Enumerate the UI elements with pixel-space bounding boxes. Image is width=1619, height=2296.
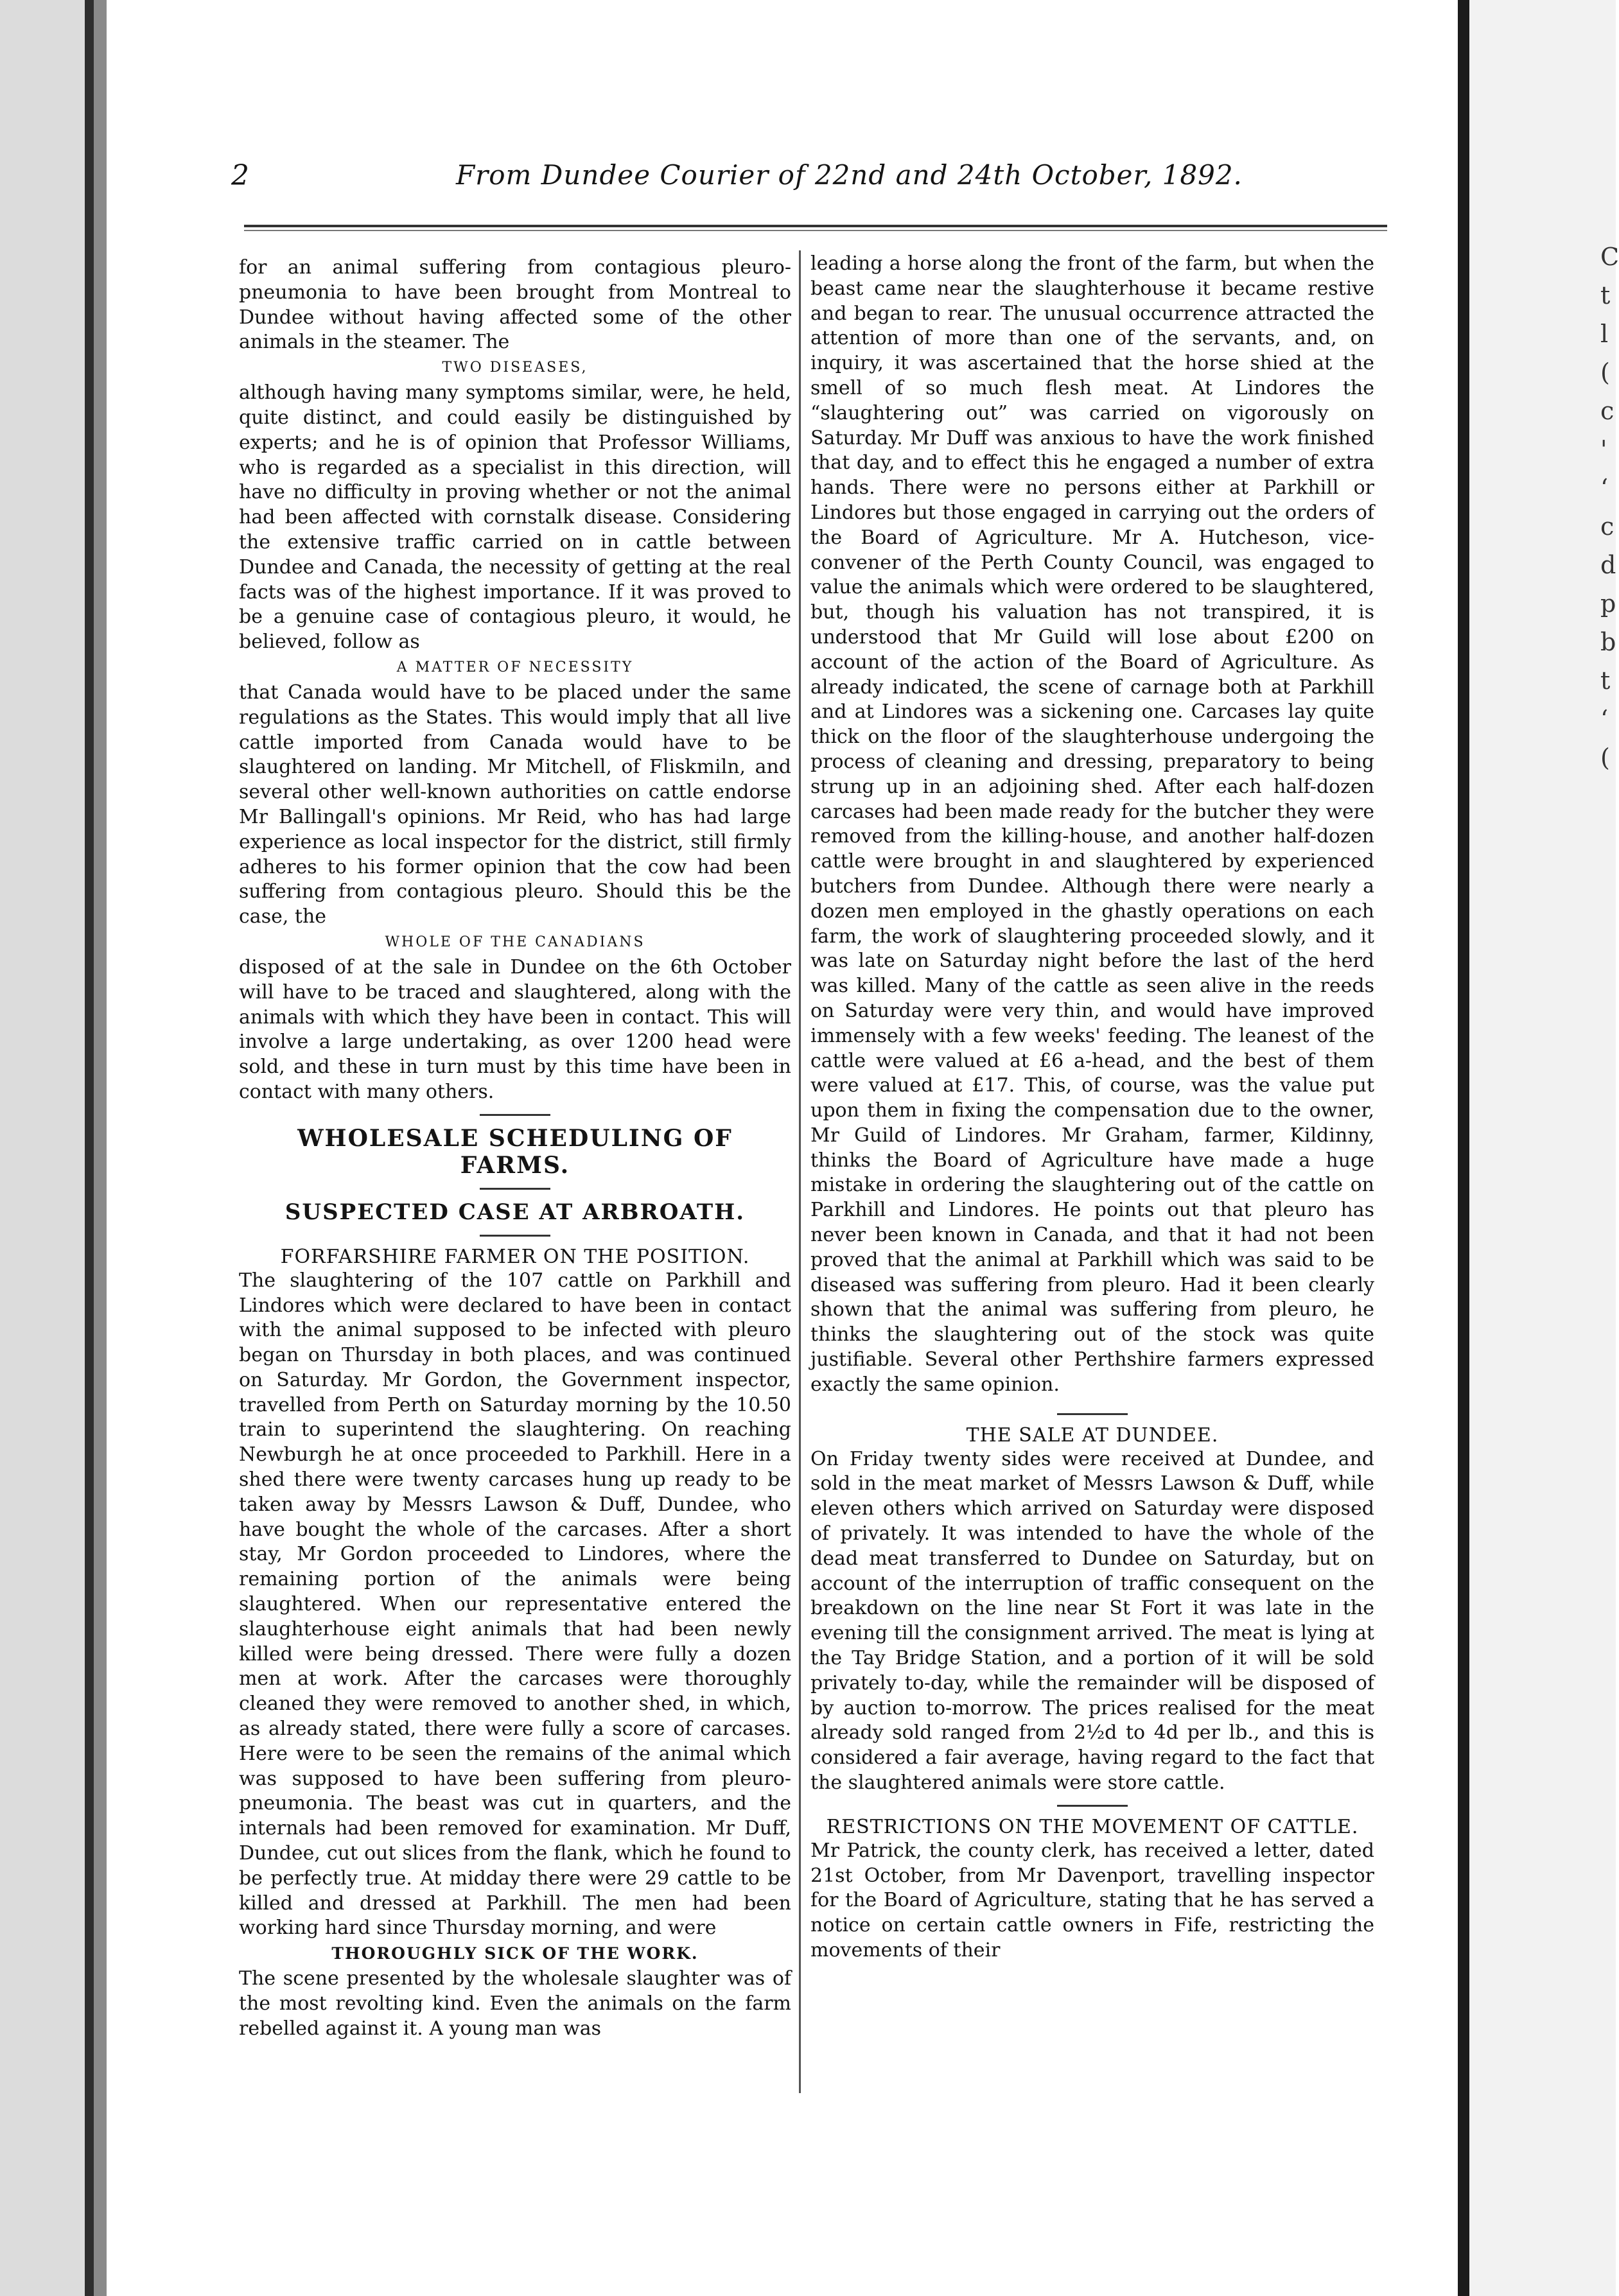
- page-number: 2: [231, 159, 249, 192]
- fragment-letter: (: [1600, 358, 1610, 387]
- paragraph: leading a horse along the front of the farm, but when the beast came near the slaughterhouse it became restive and began to rear. The unusual occurrence attracted the attention of more than one of the servants, and, on inquiry, it was ascertained that the horse shied at the smell of so much flesh meat. At Lindores the “slaughtering out” was carried on vigorously on Saturday. Mr Duff was anxious to have the work finished that day, and to effect this he engaged a number of extra hands. There were no persons either at Parkhill or Lindores but those engaged in carrying out the orders of the Board of Agriculture. Mr A. Hutcheson, vice-convener of the Perth County Council, was engaged to value the animals which were ordered to be slaughtered, but, though his valuation has not transpired, it is understood that Mr Guild will lose about £200 on account of the action of the Board of Agriculture. As already indicated, the scene of carnage both at Parkhill and at Lindores was a sickening one. Carcases lay quite thick on the floor of the slaughterhouse undergoing the process of cleaning and dressing, preparatory to being strung up in an adjoining shed. After each half-dozen carcases had been made ready for the butcher they were removed from the killing-house, and another half-dozen cattle were brought in and slaughtered by experienced butchers from Dundee. Although there were nearly a dozen men employed in the ghastly operations on each farm, the work of slaughtering proceeded slowly, and it was late on Saturday night before the last of the herd was killed. Many of the cattle as seen alive in the reeds on Saturday were very thin, and would have improved immensely with a few weeks' feeding. The leanest of the cattle were valued at £6 a-head, and the best of them were valued at £17. This, of course, was the value put upon them in fixing the compensation due to the owner, Mr Guild of Lindores. Mr Graham, farmer, Kildinny, thinks the Board of Agriculture have made a huge mistake in ordering the slaughtering out of the cattle on Parkhill and Lindores. He points out that pleuro has never been known in Canada, and that it had not been proved that the animal at Parkhill which was said to be diseased was suffering from pleuro. Had it been clearly shown that the animal was suffering from pleuro, he thinks the slaughtering out of the stock was quite justifiable. Several other Perthshire farmers expressed exactly the same opinion.: [810, 252, 1374, 1396]
- header-rule: [244, 225, 1387, 227]
- paragraph: for an animal suffering from contagious pleuro-pneumonia to have been brought from Montreal to Dundee without having affected some of the other animals in the steamer. The: [239, 256, 791, 354]
- scan-left-strip: [94, 0, 107, 2296]
- fragment-letter: d: [1600, 551, 1616, 579]
- paragraph: that Canada would have to be placed under the same regulations as the States. This would imply that all live cattle imported from Canada would have to be slaughtered on landing. Mr Mitchell, of Fliskmiln, and several other well-known authorities on cattle endorse Mr Ballingall's opinions. Mr Reid, who has had large experience as local inspector for the district, still firmly adheres to his former opinion that the cow had been suffering from contagious pleuro. Should this be the case, the: [239, 681, 791, 928]
- subheading: TWO DISEASES,: [442, 360, 588, 376]
- subheading: A MATTER OF NECESSITY: [396, 659, 634, 675]
- fragment-letter: ‘: [1600, 474, 1609, 502]
- paragraph: The slaughtering of the 107 cattle on Parkhill and Lindores which were declared to have been in contact with the animal supposed to be infected with pleuro began on Thursday in both places, and was continued on Saturday. Mr Gordon, the Government inspector, travelled from Perth on Saturday morning by the 10.50 train to superintend the slaughtering. On reaching Newburgh he at once proceeded to Parkhill. Here in a shed there were twenty carcases hung up ready to be taken away by Messrs Lawson & Duff, Dundee, who have bought the whole of the carcases. After a short stay, Mr Gordon proceeded to Lindores, where the remaining portion of the animals were being slaughtered. When our representative entered the slaughterhouse eight animals that had been newly killed were being dressed. There were fully a dozen men at work. After the carcases were thoroughly cleaned they were removed to another shed, in which, as already stated, there were fully a score of carcases. Here were to be seen the remains of the animal which was supposed to have been suffering from pleuro-pneumonia. The beast was cut in quarters, and the internals had been removed for examination. Mr Duff, Dundee, cut out slices from the flank, which he found to be perfectly true. At midday there were 29 cattle to be killed and dressed at Parkhill. The men had been working hard since Thursday morning, and were: [239, 1269, 791, 1940]
- paragraph: disposed of at the sale in Dundee on the 6th October will have to be traced and slaughtered, along with the animals with which they have been in contact. This will involve a large undertaking, as over 1200 head were sold, and these in turn must by this time have been in contact with many others.: [239, 955, 791, 1103]
- subheadline: THE SALE AT DUNDEE.: [966, 1423, 1219, 1447]
- section-rule: [1057, 1413, 1128, 1415]
- right-column: [810, 252, 1374, 1963]
- fragment-letter: (: [1600, 744, 1610, 772]
- subheadline: RESTRICTIONS ON THE MOVEMENT OF CATTLE.: [826, 1815, 1359, 1838]
- headline: WHOLESALE SCHEDULING OF FARMS.: [297, 1124, 733, 1179]
- scan-left-margin: [0, 0, 85, 2296]
- section-rule: [480, 1235, 550, 1237]
- fragment-letter: t: [1600, 281, 1611, 309]
- adjacent-page-fragment: [1600, 238, 1619, 777]
- header-rule-thin: [244, 230, 1387, 231]
- spacer: [810, 1398, 1374, 1404]
- paragraph: On Friday twenty sides were received at Dundee, and sold in the meat market of Messrs Lawson & Duff, while eleven others which arrived on Saturday were disposed of privately. It was intended to have the whole of the dead meat transferred to Dundee on Saturday, but on account of the interruption of traffic consequent on the breakdown on the line near St Fort it was late in the evening till the consignment arrived. The meat is lying at the Tay Bridge Station, and a portion of it will be sold privately to-day, while the remainder will be disposed of by auction to-morrow. The prices realised for the meat already sold ranged from 2½d to 4d per lb., and this is considered a fair average, having regard to the fact that the slaughtered animals were store cattle.: [810, 1447, 1374, 1795]
- fragment-letter: c: [1600, 397, 1615, 425]
- fragment-letter: p: [1600, 589, 1616, 618]
- fragment-letter: b: [1600, 628, 1616, 656]
- paragraph: although having many symptoms similar, were, he held, quite distinct, and could easily be distinguished by experts; and he is of opinion that Professor Williams, who is regarded as a specialist in this direction, will have no difficulty in proving whether or not the animal had been affected with cornstalk disease. Considering the extensive traffic carried on in cattle between Dundee and Canada, the necessity of getting at the real facts was of the highest importance. If it was proved to be a genuine case of contagious pleuro, it would, he believed, follow as: [239, 381, 791, 654]
- left-column: [239, 256, 791, 2042]
- fragment-letter: l: [1600, 320, 1609, 348]
- section-rule: [480, 1114, 550, 1116]
- subheading: THOROUGHLY SICK OF THE WORK.: [331, 1944, 699, 1963]
- page-header: From Dundee Courier of 22nd and 24th October, 1892.: [456, 159, 1243, 191]
- section-rule: [1057, 1805, 1128, 1807]
- scan-right-strip: [1458, 0, 1469, 2296]
- fragment-letter: ': [1600, 435, 1607, 464]
- fragment-letter: t: [1600, 666, 1611, 695]
- scan-right-margin: [1469, 0, 1619, 2296]
- fragment-letter: ‘: [1600, 705, 1609, 733]
- subheading: WHOLE OF THE CANADIANS: [385, 934, 645, 950]
- headline: SUSPECTED CASE AT ARBROATH.: [284, 1199, 746, 1225]
- scan-left-edge: [85, 0, 94, 2296]
- subheadline: FORFARSHIRE FARMER ON THE POSITION.: [280, 1245, 750, 1268]
- paragraph: Mr Patrick, the county clerk, has received a letter, dated 21st October, from Mr Davenport, travelling inspector for the Board of Agriculture, stating that he has served a notice on certain cattle owners in Fife, restricting the movements of their: [810, 1839, 1374, 1961]
- column-divider: [799, 250, 801, 2093]
- paragraph: The scene presented by the wholesale slaughter was of the most revolting kind. Even the animals on the farm rebelled against it. A young man was: [239, 1967, 791, 2040]
- fragment-letter: C: [1600, 243, 1619, 271]
- section-rule: [480, 1188, 550, 1190]
- fragment-letter: c: [1600, 512, 1615, 541]
